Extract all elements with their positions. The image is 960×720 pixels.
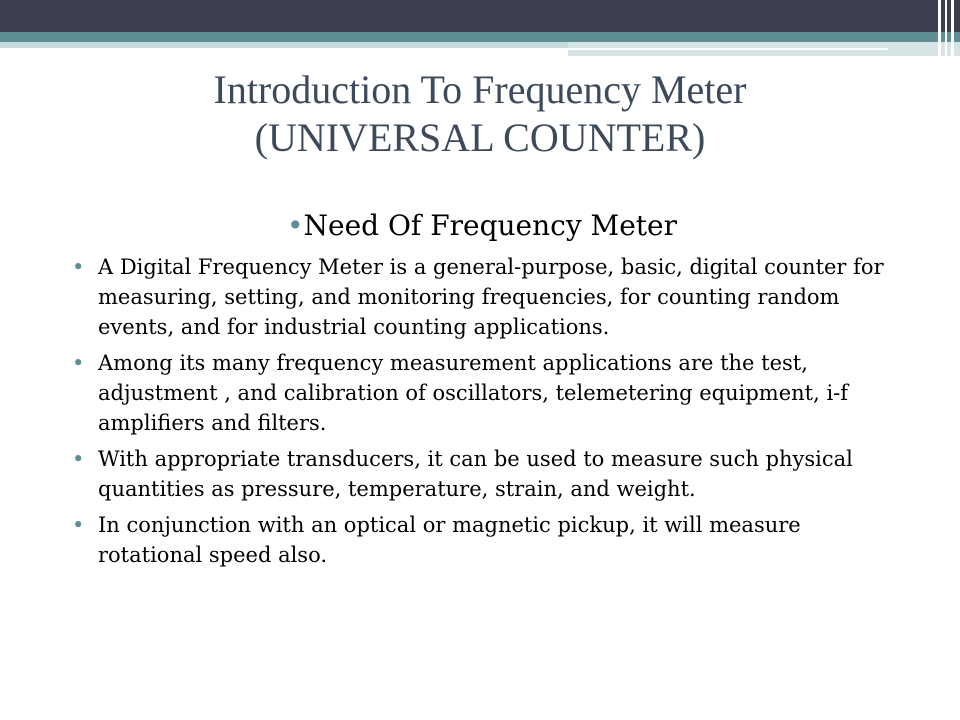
header-light-band: [0, 42, 568, 48]
list-item-text: With appropriate transducers, it can be used to measure such physical quantities as pressure, temperature, strain, and weight.: [98, 447, 853, 501]
subheading: [72, 208, 892, 244]
slide-body: [72, 208, 892, 576]
list-item: [72, 348, 892, 438]
subheading-text: Need Of Frequency Meter: [303, 209, 677, 242]
list-item-text: Among its many frequency measurement applications are the test, adjustment , and calibration of oscillators, telemetering equipment, i-f amplifiers and filters.: [98, 351, 849, 435]
list-item-text: In conjunction with an optical or magnetic pickup, it will measure rotational speed also.: [98, 513, 801, 567]
list-item: [72, 444, 892, 504]
slide-title-line-1: Introduction To Frequency Meter: [213, 67, 747, 112]
header-divider-line: [568, 48, 888, 50]
list-item: [72, 510, 892, 570]
header-accent-band: [0, 32, 960, 42]
corner-stripes-decoration: [928, 0, 960, 64]
bullet-icon: •: [72, 351, 85, 375]
slide-title: [0, 66, 960, 162]
list-item: [72, 252, 892, 342]
header-bar: [0, 0, 960, 32]
bullet-icon: •: [72, 513, 85, 537]
bullet-icon: •: [72, 255, 85, 279]
bullet-icon: •: [287, 209, 304, 242]
bullet-icon: •: [72, 447, 85, 471]
bullet-list: [72, 252, 892, 570]
slide-title-line-2: (UNIVERSAL COUNTER): [254, 115, 706, 160]
list-item-text: A Digital Frequency Meter is a general-purpose, basic, digital counter for measuring, setting, and monitoring frequencies, for counting random events, and for industrial counting applications.: [98, 255, 884, 339]
